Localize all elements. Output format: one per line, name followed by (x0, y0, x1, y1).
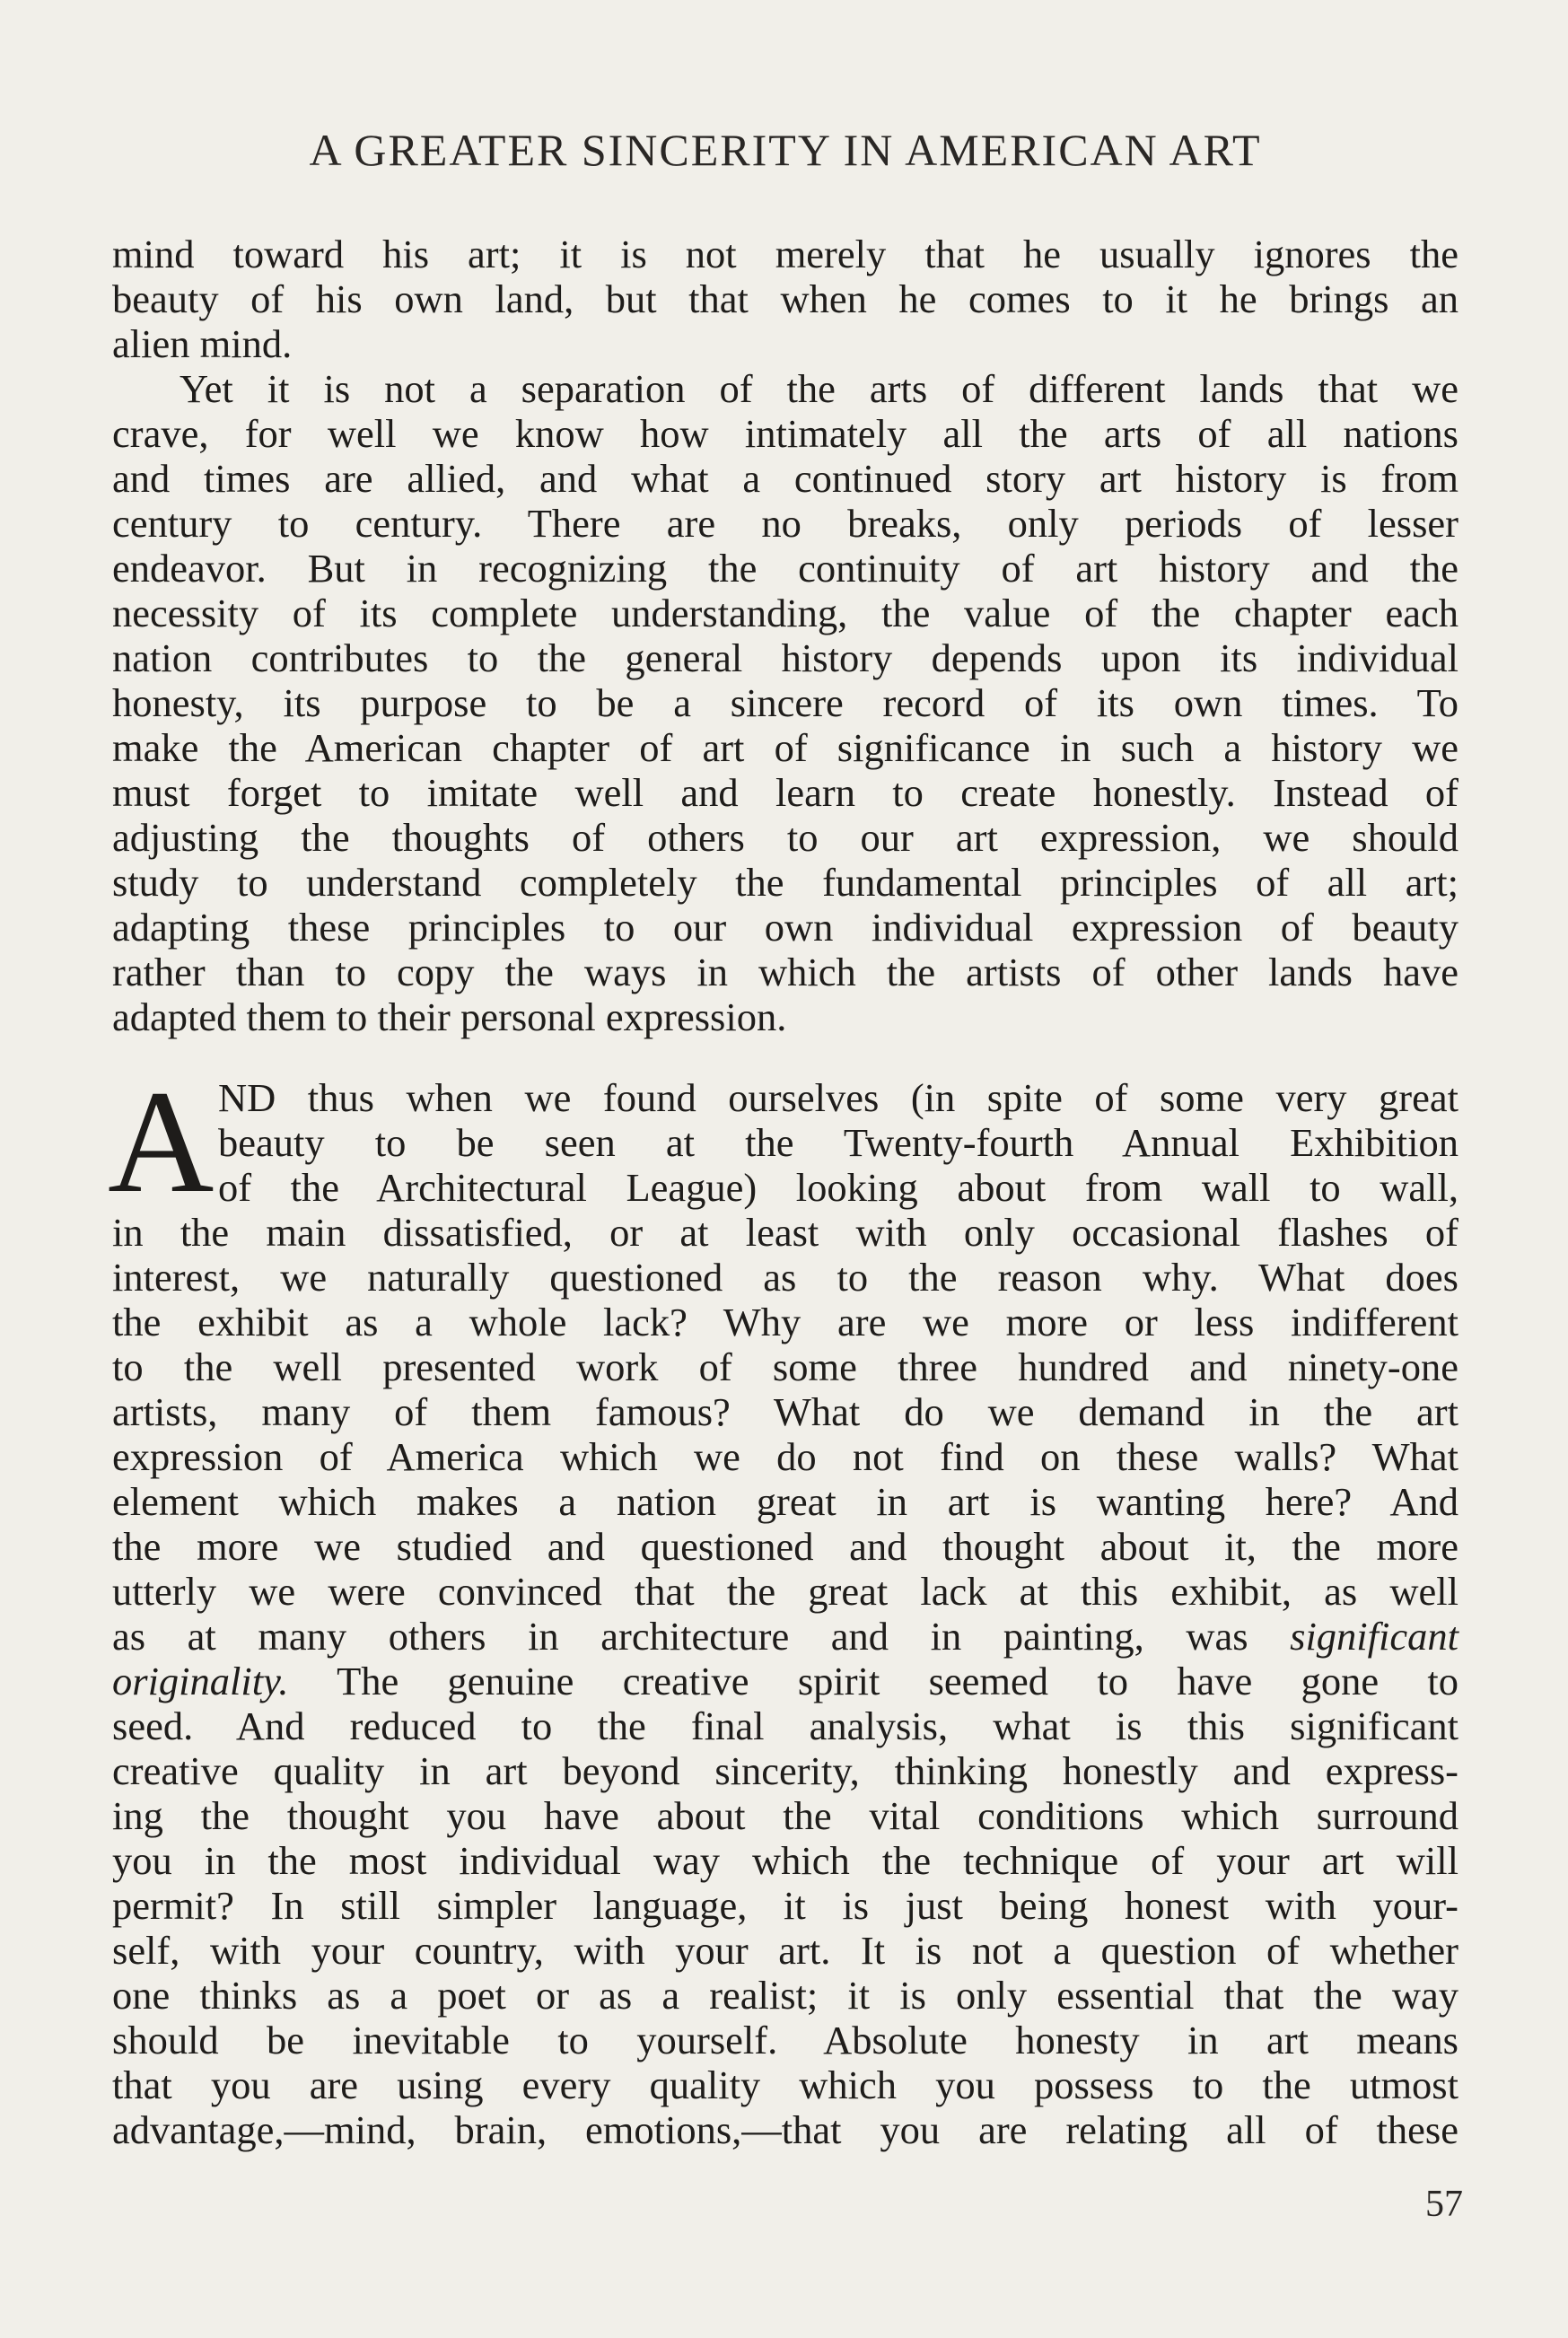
text-line: honesty, its purpose to be a sincere record of its own times. To (112, 680, 1459, 725)
text-line: should be inevitable to yourself. Absolute honesty in art means (112, 2018, 1459, 2062)
text-line: of the Architectural League) looking about from wall to wall, (218, 1165, 1459, 1210)
text-line: the more we studied and questioned and thought about it, the more (112, 1524, 1459, 1569)
text-line: and times are allied, and what a continued story art history is from (112, 456, 1459, 501)
text-line: artists, many of them famous? What do we demand in the art (112, 1389, 1459, 1434)
text-line: adapted them to their personal expression. (112, 994, 787, 1039)
text-line: expression of America which we do not find on these walls? What (112, 1434, 1459, 1479)
text-line: the exhibit as a whole lack? Why are we more or less indifferent (112, 1300, 1459, 1344)
text-line: beauty to be seen at the Twenty-fourth Annual Exhibition (218, 1120, 1459, 1165)
text-line: permit? In still simpler language, it is just being honest with your- (112, 1883, 1459, 1928)
text-line: endeavor. But in recognizing the continuity of art history and the (112, 546, 1459, 591)
text-line: adjusting the thoughts of others to our art expression, we should (112, 815, 1459, 860)
text-line: mind toward his art; it is not merely that he usually ignores the (112, 232, 1459, 276)
text-line: one thinks as a poet or as a realist; it is only essential that the way (112, 1973, 1459, 2018)
text-line: ND thus when we found ourselves (in spite of some very great (218, 1075, 1459, 1120)
text-line: adapting these principles to our own individual expression of beauty (112, 905, 1459, 950)
running-head: A GREATER SINCERITY IN AMERICAN ART (309, 125, 1262, 175)
text-line: that you are using every quality which you possess to the utmost (112, 2062, 1459, 2107)
text-span: The genuine creative spirit seemed to have gone to (337, 1659, 1459, 1703)
text-line: crave, for well we know how intimately all the arts of all nations (112, 411, 1459, 456)
text-line: Yet it is not a separation of the arts of different lands that we (180, 366, 1459, 411)
text-line: in the main dissatisfied, or at least with only occasional flashes of (112, 1210, 1459, 1255)
text-line: advantage,—mind, brain, emotions,—that you are relating all of these (112, 2107, 1459, 2152)
drop-cap: A (108, 1061, 215, 1223)
text-line: ing the thought you have about the vital conditions which surround (112, 1793, 1459, 1838)
italic-phrase: originality. (112, 1659, 289, 1703)
text-line: necessity of its complete understanding, the value of the chapter each (112, 591, 1459, 635)
text-line: nation contributes to the general history depends upon its individual (112, 635, 1459, 680)
text-line: element which makes a nation great in art is wanting here? And (112, 1479, 1459, 1524)
text-line: you in the most individual way which the technique of your art will (112, 1838, 1459, 1883)
text-line: creative quality in art beyond sincerity, thinking honestly and express- (112, 1748, 1459, 1793)
text-line: must forget to imitate well and learn to create honestly. Instead of (112, 770, 1459, 815)
text-line: century to century. There are no breaks, only periods of lesser (112, 501, 1459, 546)
italic-phrase: significant (1290, 1614, 1459, 1659)
text-line: beauty of his own land, but that when he comes to it he brings an (112, 276, 1459, 321)
text-line (112, 1614, 1459, 1659)
text-line: make the American chapter of art of significance in such a history we (112, 725, 1459, 770)
text-line: seed. And reduced to the final analysis, what is this significant (112, 1703, 1459, 1748)
text-line: study to understand completely the fundamental principles of all art; (112, 860, 1459, 905)
text-line: rather than to copy the ways in which the artists of other lands have (112, 950, 1459, 994)
text-line: utterly we were convinced that the great lack at this exhibit, as well (112, 1569, 1459, 1614)
text-line: self, with your country, with your art. It is not a question of whether (112, 1928, 1459, 1973)
text-line: alien mind. (112, 321, 293, 366)
text-line: to the well presented work of some three hundred and ninety-one (112, 1344, 1459, 1389)
text-line: interest, we naturally questioned as to the reason why. What does (112, 1255, 1459, 1300)
text-line (112, 1659, 1459, 1703)
text-span: as at many others in architecture and in painting, was (112, 1614, 1248, 1659)
page-number: 57 (1425, 2184, 1463, 2225)
